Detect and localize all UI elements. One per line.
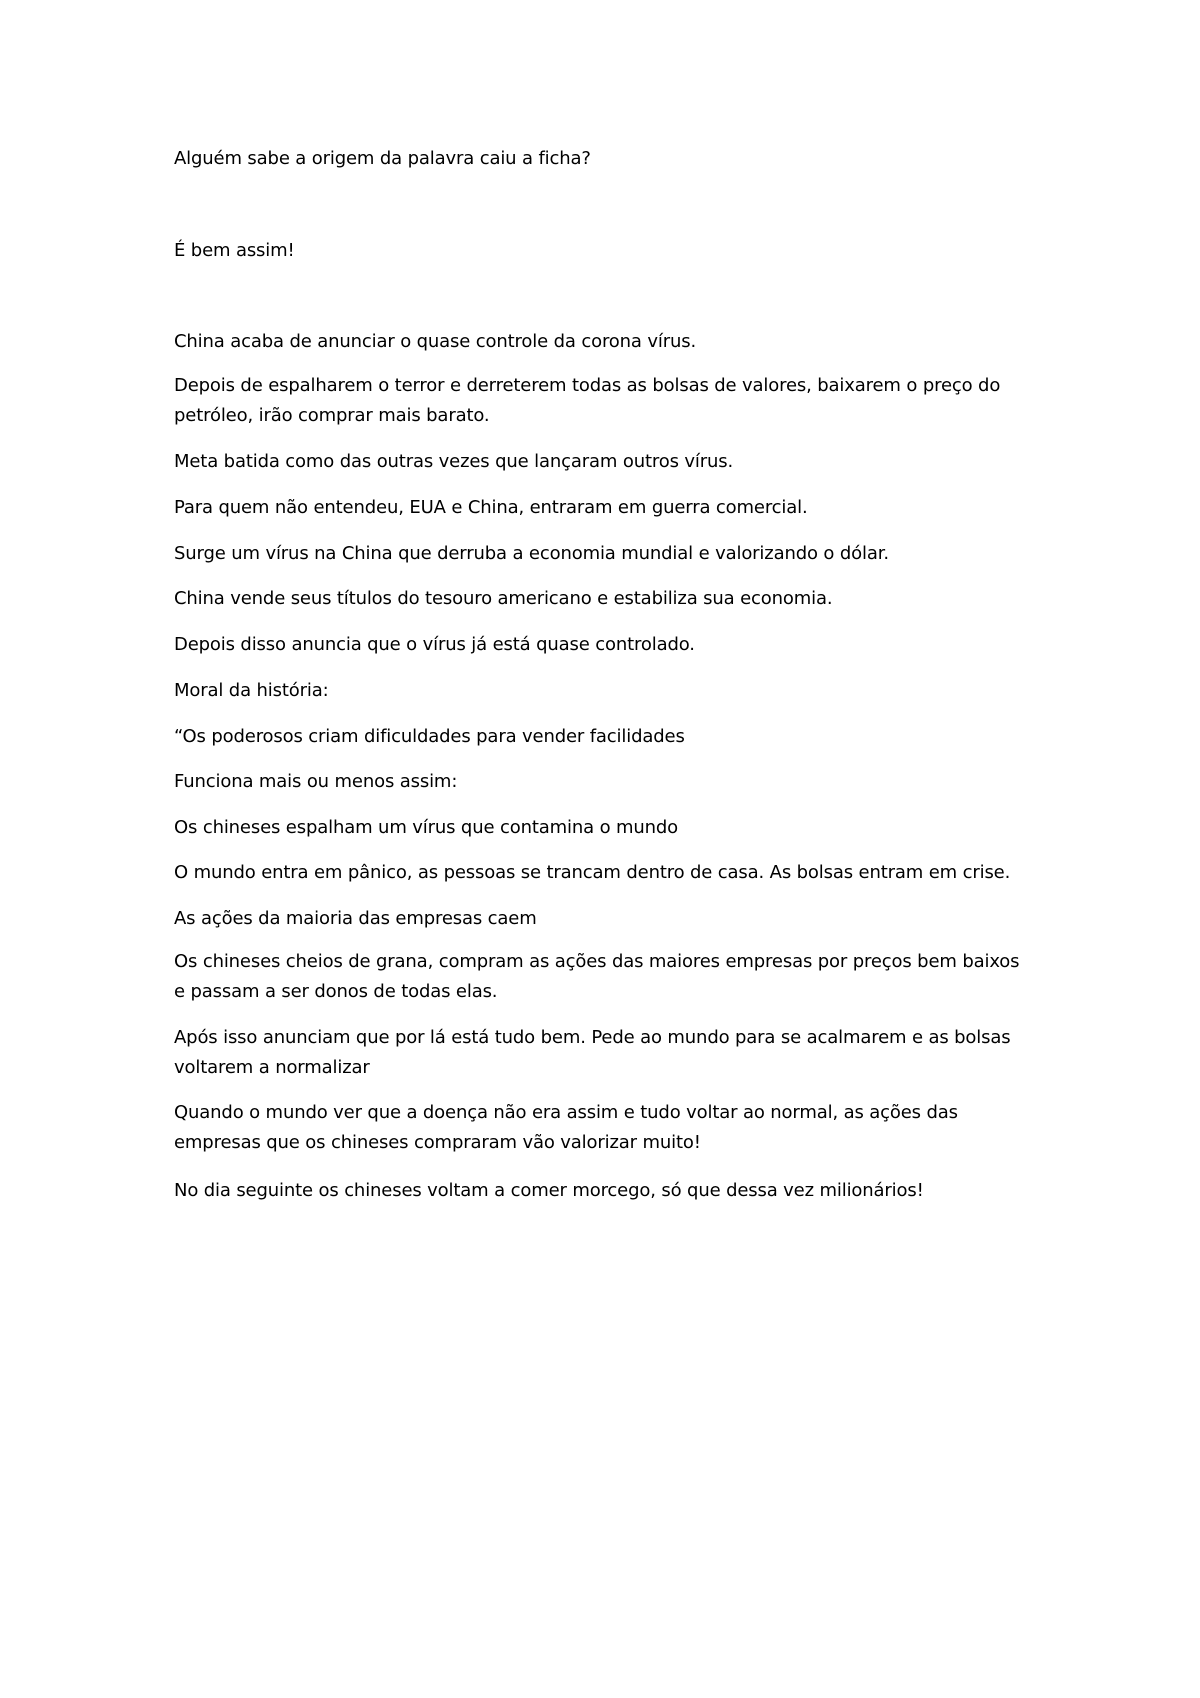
paragraph: Os chineses espalham um vírus que contamina o mundo bbox=[174, 817, 679, 838]
paragraph: Quando o mundo ver que a doença não era assim e tudo voltar ao normal, as ações das empresas que os chineses compraram vão valorizar muito! bbox=[174, 1102, 958, 1153]
paragraph: Após isso anunciam que por lá está tudo bem. Pede ao mundo para se acalmarem e as bolsas voltarem a normalizar bbox=[174, 1027, 1011, 1078]
paragraph: Funciona mais ou menos assim: bbox=[174, 771, 458, 792]
paragraph: Os chineses cheios de grana, compram as ações das maiores empresas por preços bem baixos e passam a ser donos de todas elas. bbox=[174, 951, 1020, 1002]
paragraph-heading: Moral da história: bbox=[174, 680, 329, 701]
paragraph: Para quem não entendeu, EUA e China, entraram em guerra comercial. bbox=[174, 497, 808, 518]
paragraph: Depois disso anuncia que o vírus já está quase controlado. bbox=[174, 634, 695, 655]
paragraph: Depois de espalharem o terror e derreterem todas as bolsas de valores, baixarem o preço do petróleo, irão comprar mais barato. bbox=[174, 375, 1001, 426]
paragraph: As ações da maioria das empresas caem bbox=[174, 908, 537, 929]
paragraph-exclamation: É bem assim! bbox=[174, 240, 295, 261]
paragraph: O mundo entra em pânico, as pessoas se trancam dentro de casa. As bolsas entram em crise. bbox=[174, 862, 1011, 883]
paragraph-closing: No dia seguinte os chineses voltam a comer morcego, só que dessa vez milionários! bbox=[174, 1180, 924, 1201]
paragraph: Surge um vírus na China que derruba a economia mundial e valorizando o dólar. bbox=[174, 543, 889, 564]
paragraph-question: Alguém sabe a origem da palavra caiu a ficha? bbox=[174, 148, 591, 169]
paragraph: China vende seus títulos do tesouro americano e estabiliza sua economia. bbox=[174, 588, 833, 609]
paragraph-quote: “Os poderosos criam dificuldades para vender facilidades bbox=[174, 726, 685, 747]
paragraph: China acaba de anunciar o quase controle da corona vírus. bbox=[174, 331, 697, 352]
paragraph: Meta batida como das outras vezes que lançaram outros vírus. bbox=[174, 451, 734, 472]
